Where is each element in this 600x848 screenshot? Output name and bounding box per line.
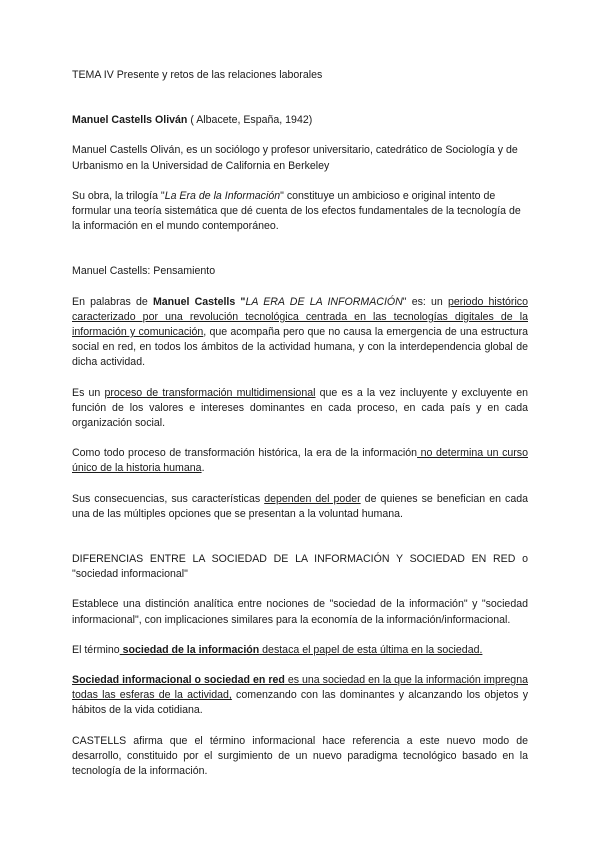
- consecuencias-paragraph: [72, 492, 528, 522]
- historia-text-a: Como todo proceso de transformación histórica, la era de la información: [72, 447, 418, 460]
- obra-pre: Su obra, la trilogía ": [72, 189, 165, 202]
- author-origin: ( Albacete, España, 1942): [187, 114, 313, 127]
- sociedad-red-paragraph: [72, 673, 528, 719]
- termino-paragraph: [72, 643, 528, 658]
- era-author: Manuel Castells: [152, 295, 236, 308]
- pensamiento-heading: Manuel Castells: Pensamiento: [72, 265, 216, 278]
- proceso-text-c: que es a la vez incluyente y excluyente en función de los valores e intereses dominantes en cada proceso, en cada país y en cada organización social.: [72, 386, 528, 430]
- distincion-paragraph: Establece una distinción analítica entre nociones de "sociedad de la información" y "sociedad informacional", con implicaciones similares para la economía de la información/informacional.: [72, 598, 528, 626]
- sociedad-red-text-c: comenzando con las dominantes y alcanzando los objetos y hábitos de la vida cotidiana.: [72, 689, 529, 717]
- author-line: [72, 113, 528, 128]
- consecuencias-text-a: Sus consecuencias, sus características: [72, 492, 265, 505]
- consecuencias-emphasis: dependen del poder: [264, 492, 361, 505]
- historia-text-c: .: [201, 462, 205, 475]
- era-paragraph: [72, 295, 528, 371]
- author-name: Manuel Castells Oliván: [72, 114, 188, 127]
- proceso-text-a: Es un: [72, 386, 105, 399]
- document-page: [72, 68, 528, 779]
- era-text-a: En palabras de: [72, 295, 153, 308]
- historia-paragraph: [72, 446, 528, 476]
- castells-paragraph: CASTELLS afirma que el término informacional hace referencia a este nuevo modo de desarrollo, constituido por el surgimiento de un nuevo paradigma tecnológico basado en la tecnología de la información.: [72, 734, 528, 778]
- sociedad-red-definition: es una sociedad en la que la información impregna todas las esferas de la actividad,: [72, 674, 528, 702]
- termino-text-c: destaca el papel de esta última en la sociedad.: [259, 643, 483, 656]
- obra-title: La Era de la Información: [164, 189, 281, 202]
- era-definition: periodo histórico caracterizado por una revolución tecnológica centrada en las tecnologías digitales de la información y comunicación: [72, 295, 528, 339]
- era-quote: ": [235, 295, 246, 308]
- termino-emphasis: sociedad de la información: [119, 643, 260, 656]
- historia-emphasis: no determina un curso único de la historia humana: [72, 447, 528, 475]
- obra-paragraph: [72, 189, 528, 235]
- obra-post: " constituye un ambicioso e original intento de formular una teoría sistemática que dé cuenta de los efectos fundamentales de la tecnología de la información en el mundo contemporáneo.: [72, 189, 521, 233]
- proceso-emphasis: proceso de transformación multidimensional: [104, 386, 316, 399]
- sociedad-red-term: Sociedad informacional o sociedad en red: [72, 674, 285, 687]
- era-title: LA ERA DE LA INFORMACIÓN: [245, 295, 403, 308]
- termino-text-a: El término: [72, 643, 120, 656]
- diferencias-heading: DIFERENCIAS ENTRE LA SOCIEDAD DE LA INFORMACIÓN Y SOCIEDAD EN RED o "sociedad informacional": [72, 553, 528, 581]
- era-text-e: " es: un: [402, 295, 449, 308]
- bio-paragraph: Manuel Castells Oliván, es un sociólogo y profesor universitario, catedrático de Sociología y de Urbanismo en la Universidad de California en Berkeley: [72, 144, 518, 172]
- topic-heading: TEMA IV Presente y retos de las relaciones laborales: [72, 69, 323, 81]
- consecuencias-text-c: de quienes se benefician en cada una de las múltiples opciones que se presentan a la voluntad humana.: [72, 492, 528, 520]
- era-text-g: , que acompaña pero que no causa la emergencia de una estructura social en red, en todos los ámbitos de la actividad humana, y con la interdependencia global de dicha actividad.: [72, 326, 529, 369]
- proceso-paragraph: [72, 386, 528, 432]
